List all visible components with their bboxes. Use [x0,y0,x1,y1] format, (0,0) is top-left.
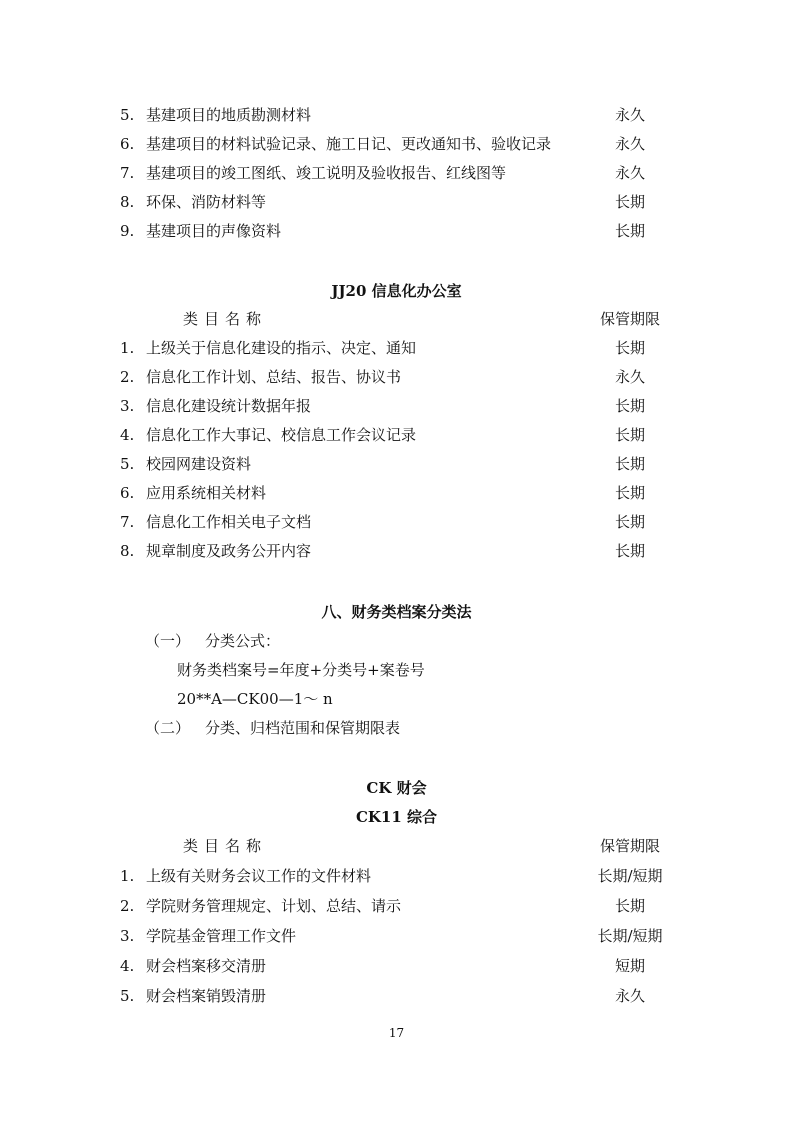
header-period: 保管期限 [599,310,660,328]
formula-example: 20**A—CK00—1～ n [177,690,333,708]
item-period: 长期 [614,484,645,502]
item-text: 信息化建设统计数据年报 [146,397,312,415]
formula-line: 财务类档案号=年度+分类号+案卷号 [177,661,425,679]
item-period: 长期 [614,897,645,915]
list-item [0,481,793,505]
item-period: 长期 [614,513,645,531]
list-item [0,894,793,918]
item-number: 5. [120,455,135,473]
item-period: 永久 [614,106,645,124]
header-period: 保管期限 [599,837,660,855]
item-number: 9. [120,222,135,240]
item-text: 学院财务管理规定、计划、总结、请示 [146,897,402,915]
list-item [0,336,793,360]
item-text: 上级有关财务会议工作的文件材料 [146,867,372,885]
item-number: 4. [120,426,135,444]
item-text: 环保、消防材料等 [146,193,267,211]
list-item [0,365,793,389]
item-period: 长期 [614,426,645,444]
item-number: 2. [120,897,135,915]
item-number: 1. [120,867,135,885]
item-text: 应用系统相关材料 [146,484,267,502]
item-period: 永久 [614,164,645,182]
item-text: 规章制度及政务公开内容 [146,542,312,560]
item-period: 永久 [614,987,645,1005]
item-number: 1. [120,339,135,357]
item-period: 永久 [614,135,645,153]
list-item [0,452,793,476]
item-period: 长期/短期 [597,927,663,945]
item-number: 8. [120,193,135,211]
item-number: 3. [120,927,135,945]
item-period: 长期 [614,193,645,211]
item-text: 学院基金管理工作文件 [146,927,297,945]
item-text: 财会档案销毁清册 [146,987,267,1005]
page-number: 17 [388,1026,405,1040]
item-period: 永久 [614,368,645,386]
subsection-text: 分类公式： [205,632,281,650]
list-item [0,924,793,948]
subsection-label: （一） [145,632,191,650]
item-period: 长期 [614,397,645,415]
item-text: 基建项目的竣工图纸、竣工说明及验收报告、红线图等 [146,164,507,182]
item-period: 长期 [614,455,645,473]
item-text: 上级关于信息化建设的指示、决定、通知 [146,339,417,357]
item-period: 短期 [614,957,645,975]
item-period: 长期 [614,339,645,357]
table-header [0,307,793,331]
item-number: 7. [120,164,135,182]
header-category: 类目名称 [183,310,268,328]
section-subtitle: CK11 综合 [355,808,438,826]
item-text: 基建项目的材料试验记录、施工日记、更改通知书、验收记录 [146,135,552,153]
section-title: JJ20 信息化办公室 [331,282,462,300]
item-text: 校园网建设资料 [146,455,252,473]
item-text: 基建项目的声像资料 [146,222,282,240]
item-number: 2. [120,368,135,386]
item-text: 信息化工作相关电子文档 [146,513,312,531]
list-item [0,103,793,127]
list-item [0,190,793,214]
list-item [0,510,793,534]
list-item [0,423,793,447]
item-text: 信息化工作大事记、校信息工作会议记录 [146,426,417,444]
item-number: 5. [120,987,135,1005]
item-text: 信息化工作计划、总结、报告、协议书 [146,368,402,386]
list-item [0,161,793,185]
header-category: 类目名称 [183,837,268,855]
item-number: 7. [120,513,135,531]
list-item [0,539,793,563]
item-period: 长期 [614,542,645,560]
item-number: 6. [120,135,135,153]
item-number: 5. [120,106,135,124]
item-text: 财会档案移交清册 [146,957,267,975]
table-header [0,834,793,858]
item-number: 4. [120,957,135,975]
subsection-line [0,629,793,653]
list-item [0,984,793,1008]
list-item [0,394,793,418]
item-period: 长期/短期 [597,867,663,885]
item-number: 3. [120,397,135,415]
subsection-line [0,716,793,740]
subsection-text: 分类、归档范围和保管期限表 [205,719,401,737]
item-text: 基建项目的地质勘测材料 [146,106,312,124]
section-title: CK 财会 [366,779,427,797]
list-item [0,132,793,156]
list-item [0,954,793,978]
item-number: 8. [120,542,135,560]
chapter-title: 八、财务类档案分类法 [321,603,472,621]
subsection-label: （二） [145,719,191,737]
item-number: 6. [120,484,135,502]
item-period: 长期 [614,222,645,240]
list-item [0,219,793,243]
list-item [0,864,793,888]
